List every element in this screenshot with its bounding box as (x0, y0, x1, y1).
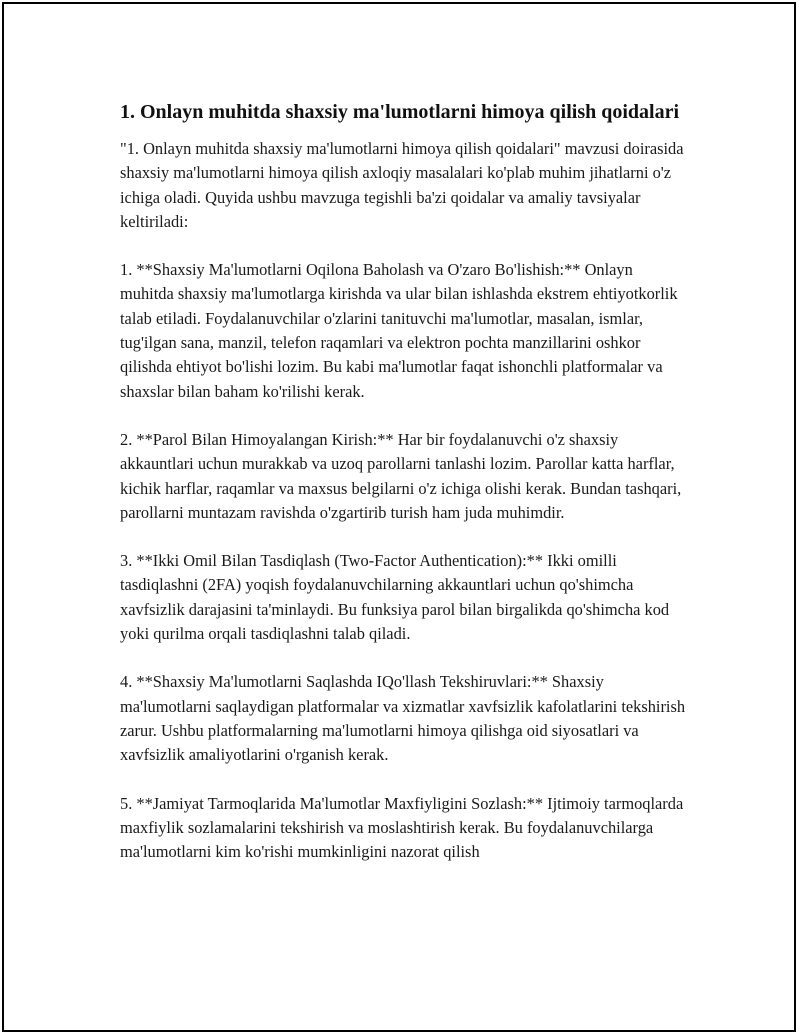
paragraph-item-2: 2. **Parol Bilan Himoyalangan Kirish:** Har bir foydalanuvchi o'z shaxsiy akkauntlari uchun murakkab va uzoq parollarni tanlashi lozim. Parollar katta harflar, kichik harflar, raqamlar va maxsus belgilarni o'z ichiga olishi kerak. Bundan tashqari, parollarni muntazam ravishda o'zgartirib turish ham juda muhimdir. (120, 429, 682, 522)
document-title: 1. Onlayn muhitda shaxsiy ma'lumotlarni himoya qilish qoidalari (120, 101, 680, 123)
paragraph-item-3: 3. **Ikki Omil Bilan Tasdiqlash (Two-Factor Authentication):** Ikki omilli tasdiqlashni (2FA) yoqish foydalanuvchilarning akkauntlari uchun qo'shimcha xavfsizlik darajasini ta'minlaydi. Bu funksiya parol bilan birgalikda qo'shimcha kod yoki qurilma orqali tasdiqlashni talab qiladi. (120, 551, 670, 644)
document-body (120, 98, 690, 864)
paragraph-item-1: 1. **Shaxsiy Ma'lumotlarni Oqilona Baholash va O'zaro Bo'lishish:** Onlayn muhitda shaxsiy ma'lumotlarga kirishda va ular bilan ishlashda ekstrem ehtiyotkorlik talab etiladi. Foydalanuvchilar o'zlarini tanituvchi ma'lumotlar, masalan, ismlar, tug'ilgan sana, manzil, telefon raqamlari va elektron pochta manzillarini oshkor qilishda ehtiyot bo'lishi lozim. Bu kabi ma'lumotlar faqat ishonchli platformalar va shaxslar bilan baham ko'rilishi kerak. (120, 260, 678, 401)
paragraph-item-4: 4. **Shaxsiy Ma'lumotlarni Saqlashda IQo'llash Tekshiruvlari:** Shaxsiy ma'lumotlarni saqlaydigan platformalar va xizmatlar xavfsizlik kafolatlarini tekshirish zarur. Ushbu platformalarning ma'lumotlarni himoya qilishga oid siyosatlari va xavfsizlik amaliyotlarini o'rganish kerak. (120, 672, 686, 765)
intro-paragraph: "1. Onlayn muhitda shaxsiy ma'lumotlarni himoya qilish qoidalari" mavzusi doirasida shaxsiy ma'lumotlarni himoya qilish axloqiy masalalari ko'plab muhim jihatlarni o'z ichiga oladi. Quyida ushbu mavzuga tegishli ba'zi qoidalar va amaliy tavsiyalar keltiriladi: (120, 139, 684, 231)
page-frame (2, 2, 796, 1032)
paragraph-item-5: 5. **Jamiyat Tarmoqlarida Ma'lumotlar Maxfiyligini Sozlash:** Ijtimoiy tarmoqlarda maxfiylik sozlamalarini tekshirish va moslashtirish kerak. Bu foydalanuvchilarga ma'lumotlarni kim ko'rishi mumkinligini nazorat qilish (120, 793, 684, 862)
